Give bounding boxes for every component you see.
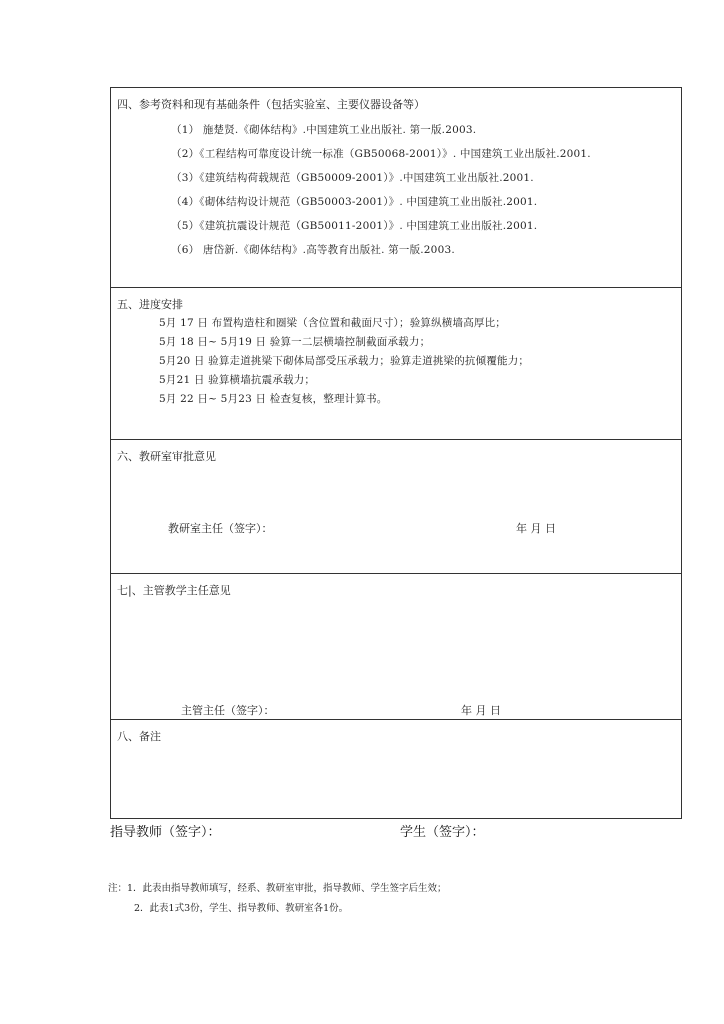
advisor-signature-label: 指导教师（签字）：	[110, 825, 221, 840]
note-line: 2．此表1式3份，学生、指导教师、教研室各1份。	[134, 903, 349, 914]
reference-item: （2）《工程结构可靠度设计统一标准（GB50068-2001）》. 中国建筑工业出版社.2001.	[171, 148, 591, 160]
section-director-opinion-title: 七|、主管教学主任意见	[117, 584, 231, 597]
task-form-table	[110, 87, 682, 819]
section-schedule-title: 五、进度安排	[117, 298, 183, 311]
department-approval-date: 年 月 日	[516, 522, 556, 535]
section-remarks-title: 八、备注	[117, 730, 161, 743]
section-schedule	[111, 288, 681, 440]
section-references	[111, 88, 681, 288]
section-remarks	[111, 720, 681, 818]
note-line: 注：1．此表由指导教师填写，经系、教研室审批，指导教师、学生签字后生效；	[108, 883, 447, 894]
reference-item: （3）《建筑结构荷载规范（GB50009-2001）》.中国建筑工业出版社.2001.	[171, 172, 534, 184]
section-references-title: 四、参考资料和现有基础条件（包括实验室、主要仪器设备等）	[117, 98, 425, 111]
student-signature-label: 学生（签字）：	[400, 825, 485, 840]
section-director-opinion	[111, 574, 681, 720]
section-department-approval-title: 六、教研室审批意见	[117, 450, 216, 463]
department-head-signature-label: 教研室主任（签字）：	[168, 522, 273, 535]
schedule-item: 5月21 日 验算横墙抗震承载力；	[159, 374, 316, 386]
reference-item: （1） 施楚贤.《砌体结构》.中国建筑工业出版社. 第一版.2003.	[171, 124, 477, 136]
schedule-item: 5月20 日 验算走道挑梁下砌体局部受压承载力；验算走道挑梁的抗倾覆能力；	[159, 355, 530, 367]
director-opinion-date: 年 月 日	[461, 704, 501, 717]
reference-item: （4）《砌体结构设计规范（GB50003-2001）》. 中国建筑工业出版社.2001.	[171, 196, 538, 208]
schedule-item: 5月 22 日~ 5月23 日 检查复核，整理计算书。	[159, 393, 388, 405]
reference-item: （6） 唐岱新.《砌体结构》.高等教育出版社. 第一版.2003.	[171, 244, 455, 256]
section-department-approval	[111, 440, 681, 574]
schedule-item: 5月 17 日 布置构造柱和圈梁（含位置和截面尺寸）；验算纵横墙高厚比；	[159, 317, 507, 329]
director-signature-label: 主管主任（签字）：	[181, 704, 275, 717]
schedule-item: 5月 18 日~ 5月19 日 验算一二层横墙控制截面承载力；	[159, 336, 431, 348]
reference-item: （5）《建筑抗震设计规范（GB50011-2001）》. 中国建筑工业出版社.2001.	[171, 220, 538, 232]
